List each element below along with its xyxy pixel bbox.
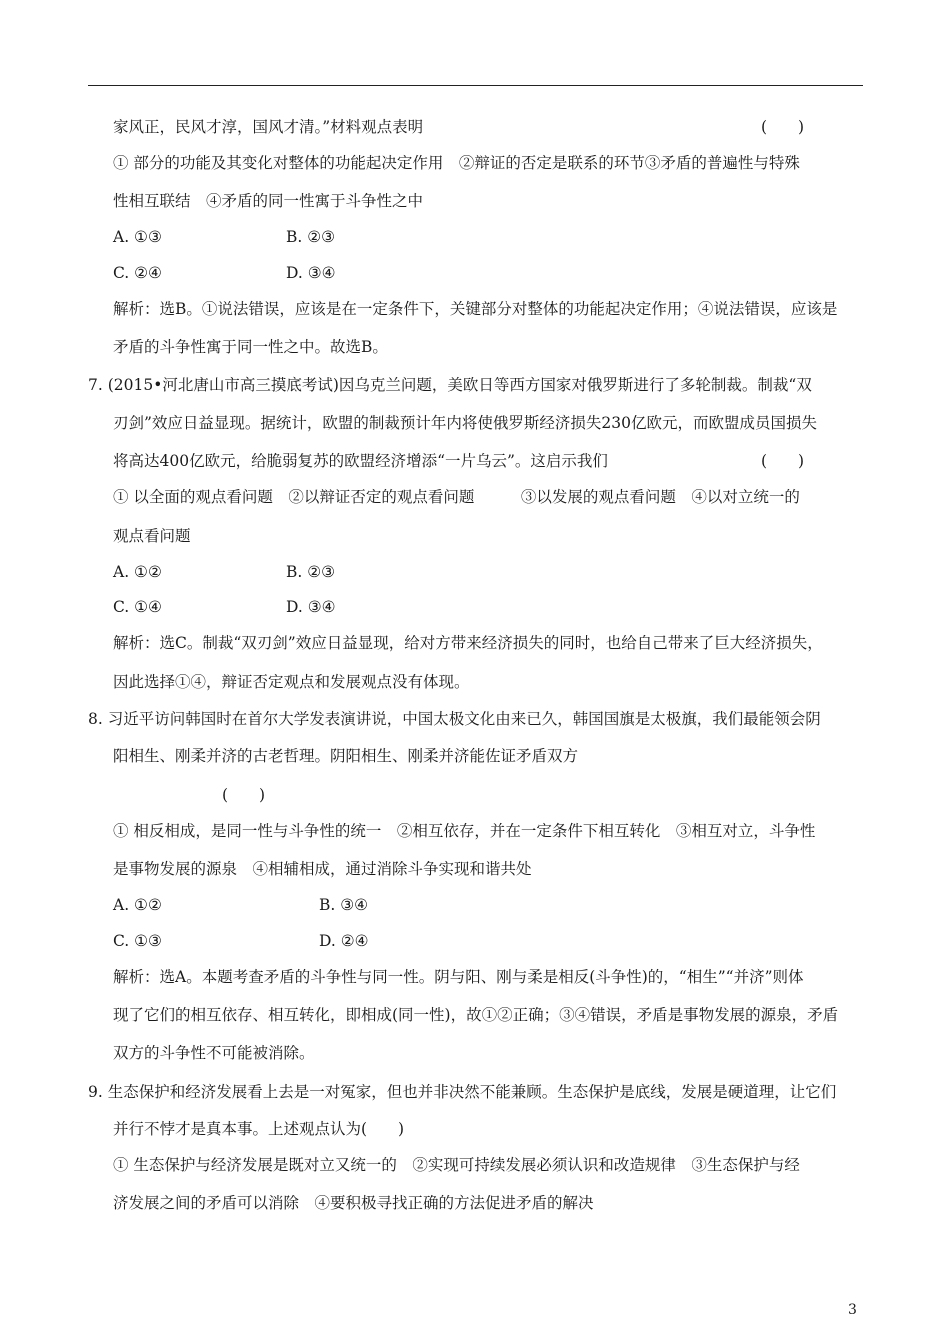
answer-blank: ( ) [222, 786, 266, 804]
text-line: 阳相生、刚柔并济的古老哲理。阴阳相生、刚柔并济能佐证矛盾双方 [113, 747, 579, 765]
choice-b: B. ②③ [286, 228, 336, 246]
answer-blank: ( ) [761, 118, 805, 136]
text-line: 刃剑”效应日益显现。据统计，欧盟的制裁预计年内将使俄罗斯经济损失230亿欧元，而欧盟成员国损失 [113, 414, 818, 432]
analysis-line: 因此选择①④，辩证否定观点和发展观点没有体现。 [113, 673, 470, 691]
page-number: 3 [848, 1302, 857, 1318]
choice-c: C. ①④ [113, 598, 162, 616]
analysis-line: 现了它们的相互依存、相互转化，即相成(同一性)，故①②正确；③④错误，矛盾是事物发展的源泉，矛盾 [113, 1006, 839, 1024]
text-line: 将高达400亿欧元，给脆弱复苏的欧盟经济增添“一片乌云”。这启示我们 [113, 452, 608, 470]
choice-d: D. ③④ [286, 598, 336, 616]
question-7: 7. (2015•河北唐山市高三摸底考试)因乌克兰问题，美欧日等西方国家对俄罗斯进行了多轮制裁。制裁“双 [88, 376, 812, 394]
choice-a: A. ①② [113, 563, 162, 581]
answer-blank: ( ) [761, 452, 805, 470]
option-line: ① 以全面的观点看问题 ②以辩证否定的观点看问题 ③以发展的观点看问题 ④以对立统一的 [113, 488, 800, 506]
header-rule [88, 85, 863, 86]
option-line: ① 相反相成，是同一性与斗争性的统一 ②相互依存，并在一定条件下相互转化 ③相互对立，斗争性 [113, 822, 816, 840]
question-9: 9. 生态保护和经济发展看上去是一对冤家，但也并非决然不能兼顾。生态保护是底线，发展是硬道理，让它们 [88, 1083, 837, 1101]
option-line: ① 部分的功能及其变化对整体的功能起决定作用 ②辩证的否定是联系的环节③矛盾的普遍性与特殊 [113, 154, 800, 172]
analysis-line: 解析：选C。制裁“双刃剑”效应日益显现，给对方带来经济损失的同时，也给自己带来了巨大经济损失， [113, 634, 823, 652]
analysis-line: 解析：选A。本题考查矛盾的斗争性与同一性。阴与阳、刚与柔是相反(斗争性)的，“相生”“并济”则体 [113, 968, 804, 986]
choice-d: D. ②④ [319, 932, 369, 950]
choice-b: B. ③④ [319, 896, 369, 914]
choice-a: A. ①③ [113, 228, 162, 246]
choice-c: C. ②④ [113, 264, 162, 282]
text-line: 家风正，民风才淳，国风才清。”材料观点表明 [113, 118, 424, 136]
option-line: 观点看问题 [113, 527, 191, 545]
analysis-line: 矛盾的斗争性寓于同一性之中。故选B。 [113, 338, 388, 356]
choice-b: B. ②③ [286, 563, 336, 581]
choice-a: A. ①② [113, 896, 162, 914]
text-line: 并行不悖才是真本事。上述观点认为( ) [113, 1120, 405, 1138]
question-8: 8. 习近平访问韩国时在首尔大学发表演讲说，中国太极文化由来已久，韩国国旗是太极旗，我们最能领会阴 [88, 710, 821, 728]
analysis-line: 解析：选B。①说法错误，应该是在一定条件下，关键部分对整体的功能起决定作用；④说法错误，应该是 [113, 300, 838, 318]
choice-c: C. ①③ [113, 932, 162, 950]
choice-d: D. ③④ [286, 264, 336, 282]
analysis-line: 双方的斗争性不可能被消除。 [113, 1044, 315, 1062]
option-line: ① 生态保护与经济发展是既对立又统一的 ②实现可持续发展必须认识和改造规律 ③生态保护与经 [113, 1156, 800, 1174]
option-line: 是事物发展的源泉 ④相辅相成，通过消除斗争实现和谐共处 [113, 860, 532, 878]
option-line: 济发展之间的矛盾可以消除 ④要积极寻找正确的方法促进矛盾的解决 [113, 1194, 594, 1212]
option-line: 性相互联结 ④矛盾的同一性寓于斗争性之中 [113, 192, 424, 210]
